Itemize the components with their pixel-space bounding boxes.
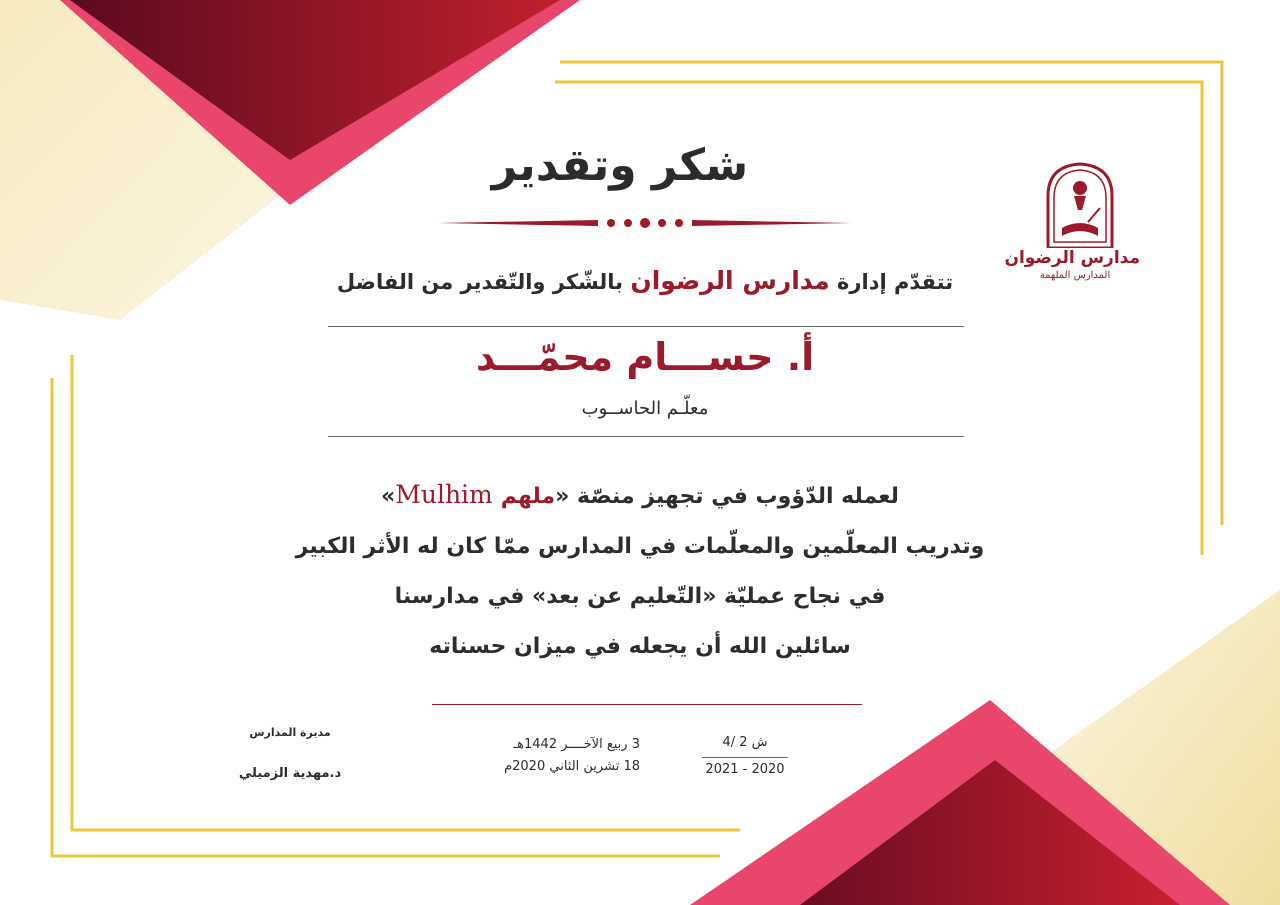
name-bottom-rule bbox=[328, 436, 964, 437]
intro-line bbox=[300, 266, 990, 295]
school-logo-emblem bbox=[1044, 162, 1116, 248]
gold-frame-bottom-left-outer bbox=[52, 378, 720, 856]
reference-rule bbox=[702, 757, 788, 758]
body-bottom-rule bbox=[432, 704, 862, 705]
certificate-title: شكر وتقدير bbox=[491, 140, 749, 191]
signature-name: د.مهدية الزميلي bbox=[238, 766, 342, 781]
body-line-2: وتدريب المعلّمين والمعلّمات في المدارس ممّا كان له الأثر الكبير bbox=[295, 534, 985, 559]
body-line-1 bbox=[270, 480, 1010, 509]
platform-name-en: Mulhim bbox=[395, 480, 501, 509]
date-gregorian: 18 تشرين الثاني 2020م bbox=[504, 759, 640, 774]
recipient-name: أ. حســـام محمّـــد bbox=[475, 335, 815, 379]
reference-number: ش 2 /4 bbox=[722, 735, 768, 750]
recipient-role: معلّـم الحاســوب bbox=[581, 398, 709, 419]
intro-prefix: تتقدّم إدارة bbox=[829, 270, 954, 294]
date-hijri: 3 ربيع الآخــــر 1442هـ bbox=[513, 737, 640, 752]
logo-school-name: مدارس الرضوان bbox=[1004, 248, 1140, 268]
ornamental-divider bbox=[438, 214, 852, 232]
intro-brand: مدارس الرضوان bbox=[630, 266, 830, 295]
signature-label: مديرة المدارس bbox=[249, 726, 331, 739]
platform-name-ar: ملهم bbox=[500, 484, 556, 509]
body-line-1-prefix: لعمله الدّؤوب في تجهيز منصّة « bbox=[555, 484, 899, 509]
logo-subtitle: المدارس الملهمة bbox=[1039, 270, 1111, 281]
name-top-rule bbox=[328, 326, 964, 327]
intro-suffix: بالشّكر والتّقدير من الفاضل bbox=[336, 270, 631, 294]
body-line-1-suffix: » bbox=[381, 484, 396, 509]
body-line-3: في نجاح عمليّة «التّعليم عن بعد» في مدارسنا bbox=[394, 584, 886, 609]
academic-year: 2020 - 2021 bbox=[705, 762, 785, 777]
body-line-4: سائلين الله أن يجعله في ميزان حسناته bbox=[429, 634, 851, 659]
